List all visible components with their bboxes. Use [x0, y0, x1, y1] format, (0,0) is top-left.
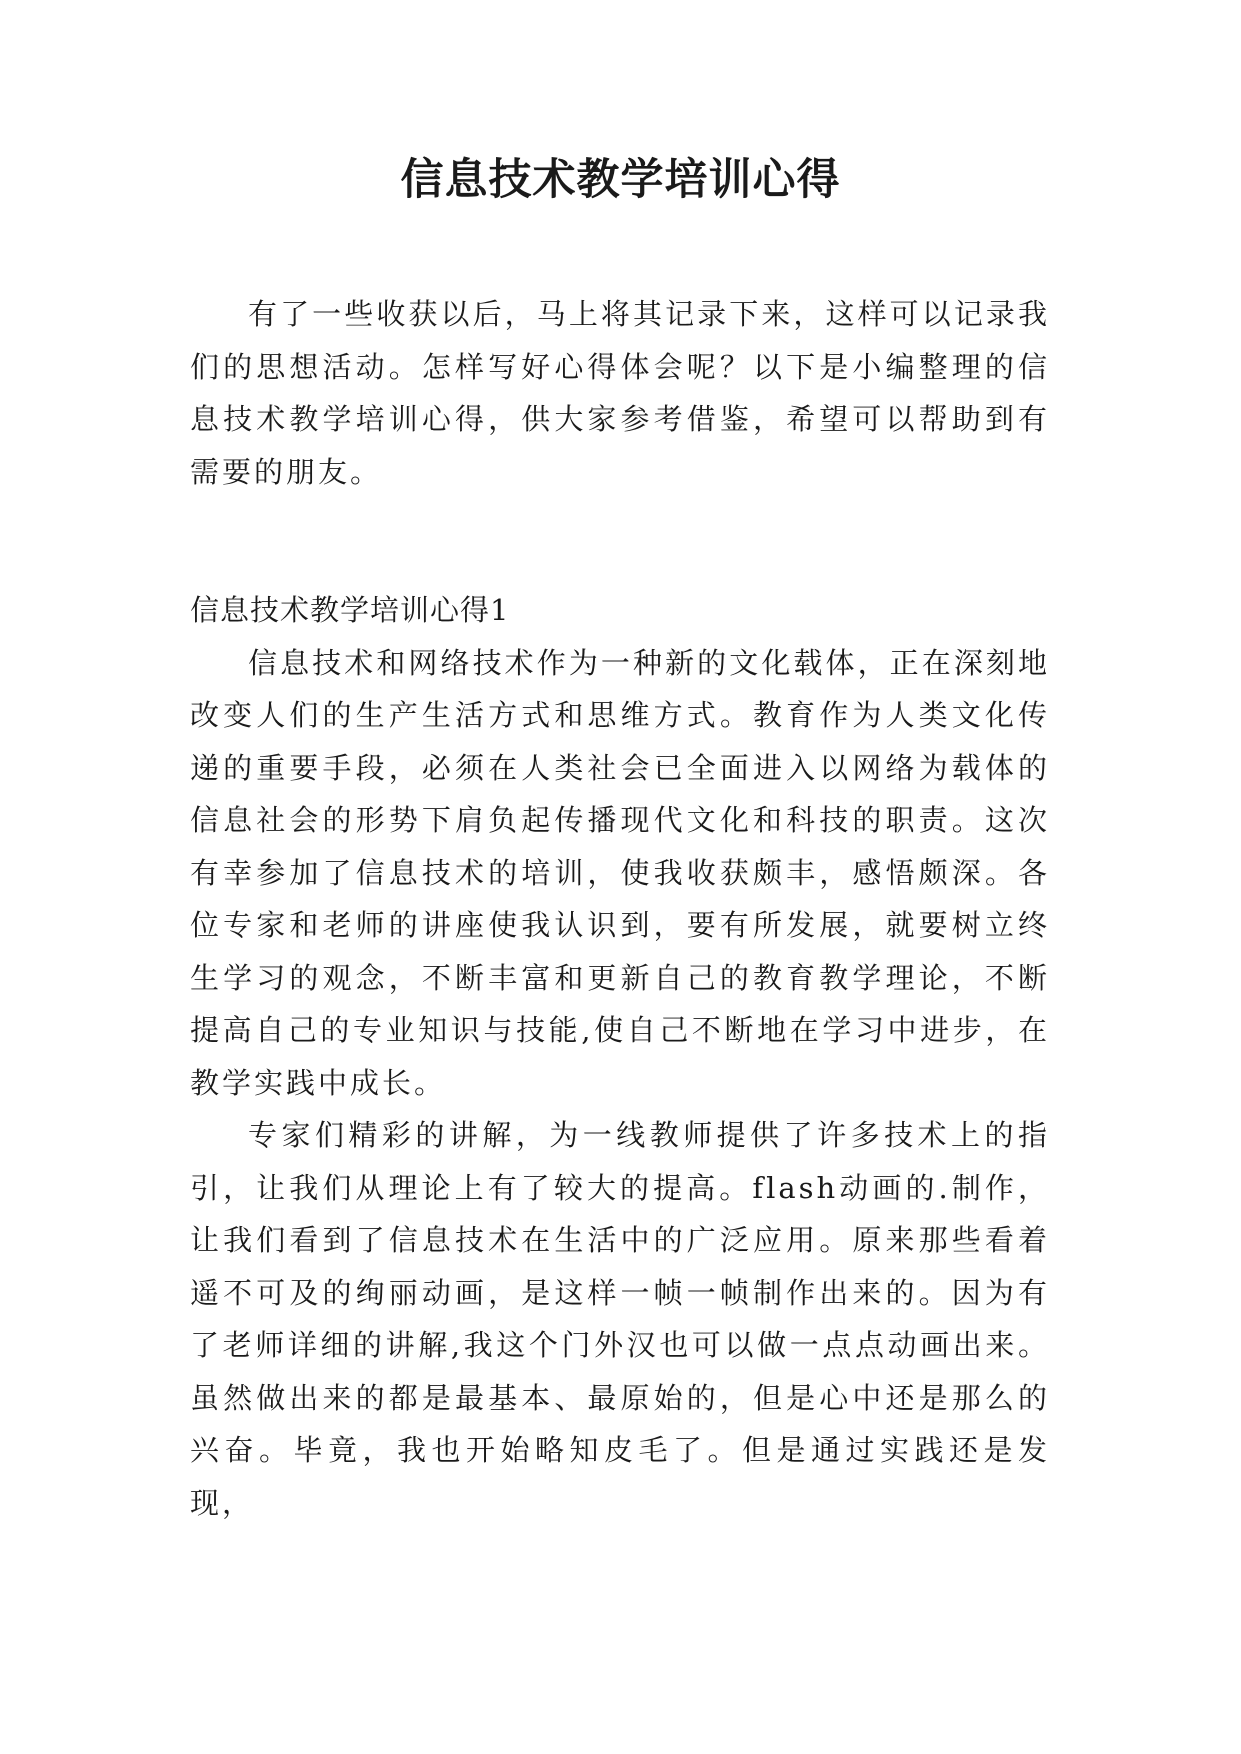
document-title: 信息技术教学培训心得 [400, 155, 841, 205]
section-heading: 信息技术教学培训心得1 [190, 593, 510, 627]
section-block [190, 584, 1050, 1529]
body-paragraph: 信息技术和网络技术作为一种新的文化载体，正在深刻地改变人们的生产生活方式和思维方式。教育作为人类文化传递的重要手段，必须在人类社会已全面进入以网络为载体的信息社会的形势下肩负起传播现代文化和科技的职责。这次有幸参加了信息技术的培训，使我收获颇丰，感悟颇深。各位专家和老师的讲座使我认识到，要有所发展，就要树立终生学习的观念，不断丰富和更新自己的教育教学理论，不断提高自己的专业知识与技能,使自己不断地在学习中进步，在教学实践中成长。 [190, 645, 1050, 1100]
body-paragraph: 专家们精彩的讲解，为一线教师提供了许多技术上的指引，让我们从理论上有了较大的提高。flash动画的.制作，让我们看到了信息技术在生活中的广泛应用。原来那些看着遥不可及的绚丽动画，是这样一帧一帧制作出来的。因为有了老师详细的讲解,我这个门外汉也可以做一点点动画出来。虽然做出来的都是最基本、最原始的，但是心中还是那么的兴奋。毕竟，我也开始略知皮毛了。但是通过实践还是发现， [190, 1118, 1050, 1520]
intro-paragraph: 有了一些收获以后，马上将其记录下来，这样可以记录我们的思想活动。怎样写好心得体会呢？以下是小编整理的信息技术教学培训心得，供大家参考借鉴，希望可以帮助到有需要的朋友。 [190, 297, 1050, 489]
intro-block [190, 288, 1050, 498]
